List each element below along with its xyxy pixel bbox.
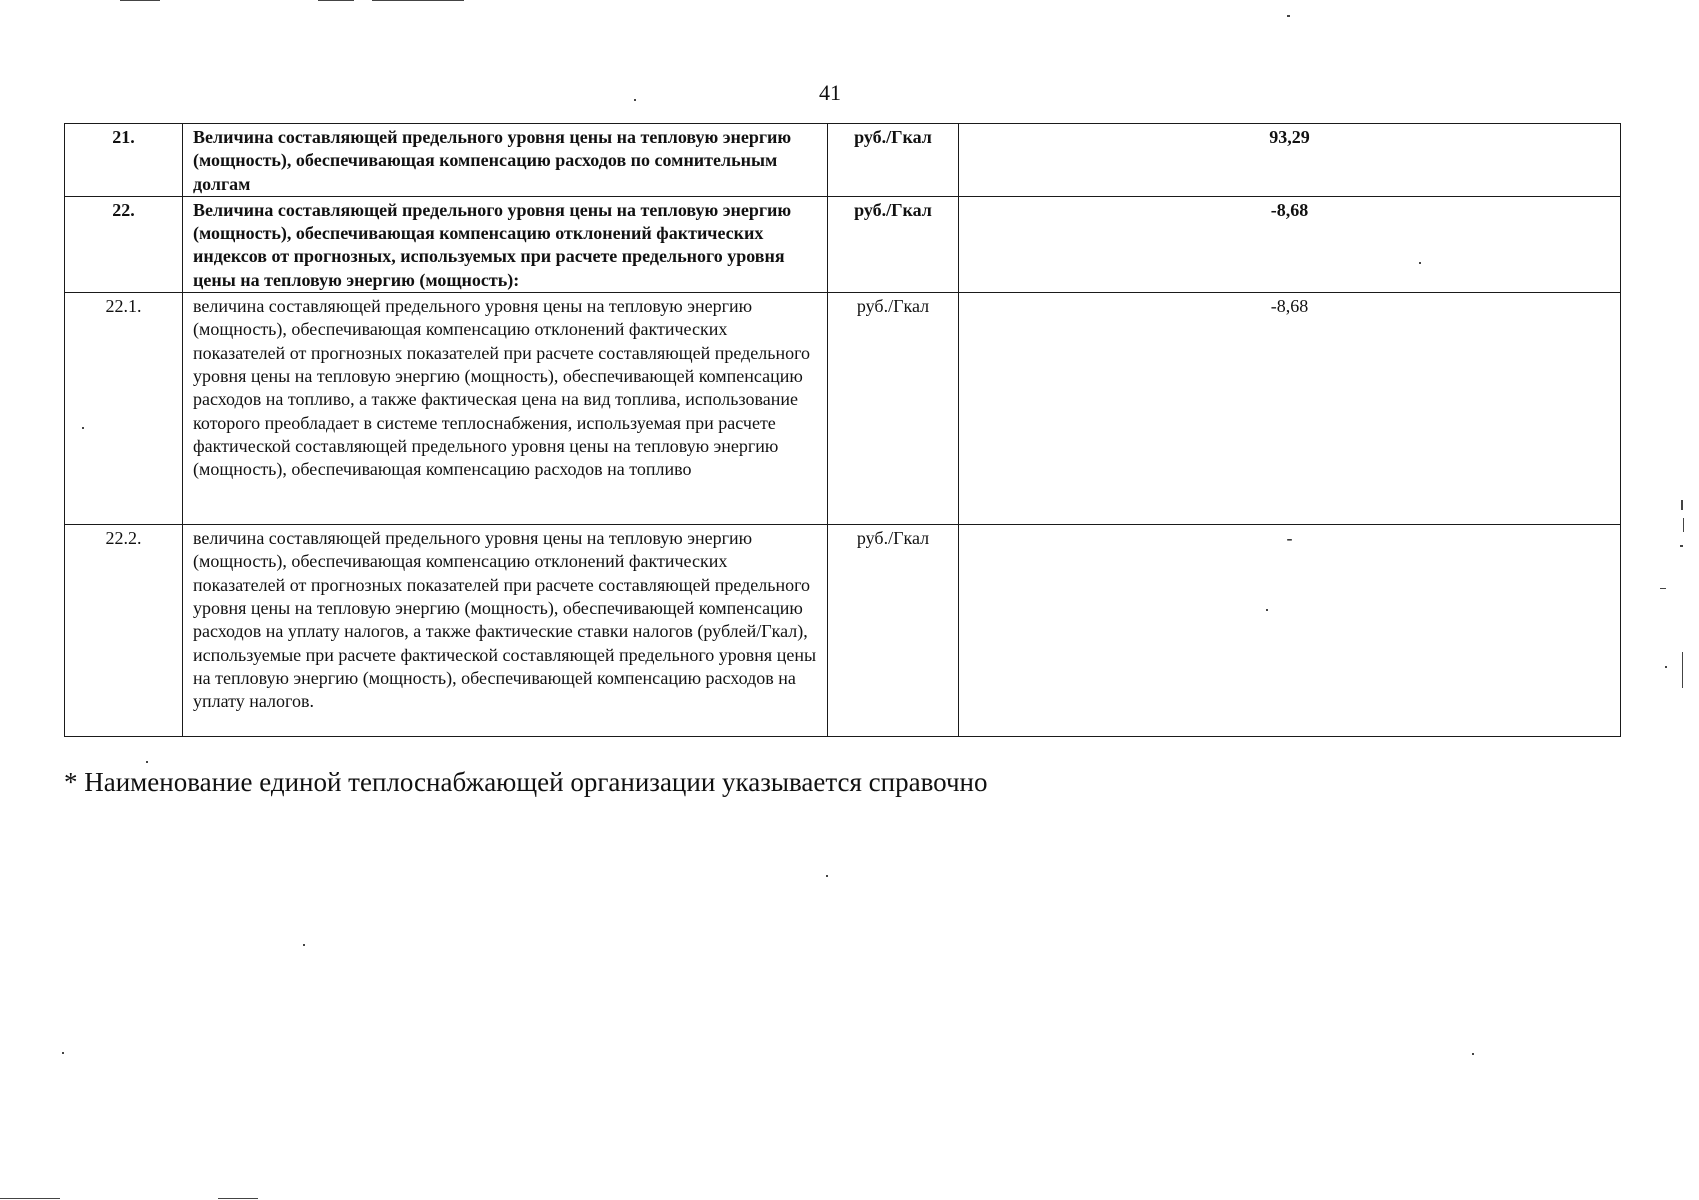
scan-artifact — [0, 1198, 60, 1199]
row-value: -8,68 — [959, 196, 1621, 292]
row-number: 22. — [65, 196, 183, 292]
scan-artifact — [1665, 666, 1667, 668]
row-value: -8,68 — [959, 293, 1621, 525]
scan-artifact — [146, 761, 148, 763]
row-value: 93,29 — [959, 124, 1621, 197]
scan-artifact — [372, 0, 464, 1]
tariff-table — [64, 123, 1621, 737]
scan-artifact — [1683, 518, 1684, 532]
scan-artifact — [1472, 1053, 1474, 1055]
row-unit: руб./Гкал — [828, 196, 959, 292]
table-row — [65, 124, 1621, 197]
row-number: 21. — [65, 124, 183, 197]
scan-artifact — [1266, 609, 1268, 611]
scan-artifact — [1682, 652, 1683, 688]
footnote: * Наименование единой теплоснабжающей организации указывается справочно — [64, 767, 988, 797]
row-number: 22.2. — [65, 525, 183, 737]
row-description: величина составляющей предельного уровня цены на тепловую энергию (мощность), обеспечивающая компенсацию отклонений фактических показателей от прогнозных показателей при расчете составляющей предельного уровня цены на тепловую энергию (мощность), обеспечивающей компенсацию расходов на топливо, а также фактическая цена на вид топлива, использование которого преобладает в системе теплоснабжения, используемая при расчете фактической составляющей предельного уровня цены на тепловую энергию (мощность), обеспечивающая компенсацию расходов на топливо — [183, 293, 828, 525]
scan-artifact — [1660, 588, 1666, 589]
row-description: Величина составляющей предельного уровня цены на тепловую энергию (мощность), обеспечивающая компенсацию расходов по сомнительным долгам — [183, 124, 828, 197]
scan-artifact — [120, 0, 160, 1]
table-row — [65, 196, 1621, 292]
scan-artifact — [1419, 262, 1421, 264]
table-row — [65, 525, 1621, 737]
row-description: величина составляющей предельного уровня цены на тепловую энергию (мощность), обеспечивающая компенсацию отклонений фактических показателей от прогнозных показателей при расчете составляющей предельного уровня цены на тепловую энергию (мощность), обеспечивающей компенсацию расходов на уплату налогов, а также фактические ставки налогов (рублей/Гкал), используемые при расчете фактической составляющей предельного уровня цены на тепловую энергию (мощность), обеспечивающей компенсацию расходов на уплату налогов. — [183, 525, 828, 737]
scan-artifact — [1681, 500, 1683, 510]
scan-artifact — [1287, 15, 1290, 17]
row-unit: руб./Гкал — [828, 293, 959, 525]
row-description: Величина составляющей предельного уровня цены на тепловую энергию (мощность), обеспечивающая компенсацию отклонений фактических индексов от прогнозных, используемых при расчете предельного уровня цены на тепловую энергию (мощность): — [183, 196, 828, 292]
row-unit: руб./Гкал — [828, 124, 959, 197]
row-value: - — [959, 525, 1621, 737]
scan-artifact — [303, 944, 305, 946]
scan-artifact — [634, 99, 636, 101]
scan-artifact — [318, 0, 354, 1]
scan-artifact — [218, 1198, 258, 1199]
row-unit: руб./Гкал — [828, 525, 959, 737]
scan-artifact — [82, 427, 84, 429]
scan-artifact — [1680, 545, 1683, 547]
scan-artifact — [62, 1052, 64, 1054]
scan-artifact — [826, 875, 828, 877]
page-number: 41 — [819, 80, 841, 105]
table-row — [65, 293, 1621, 525]
row-number: 22.1. — [65, 293, 183, 525]
